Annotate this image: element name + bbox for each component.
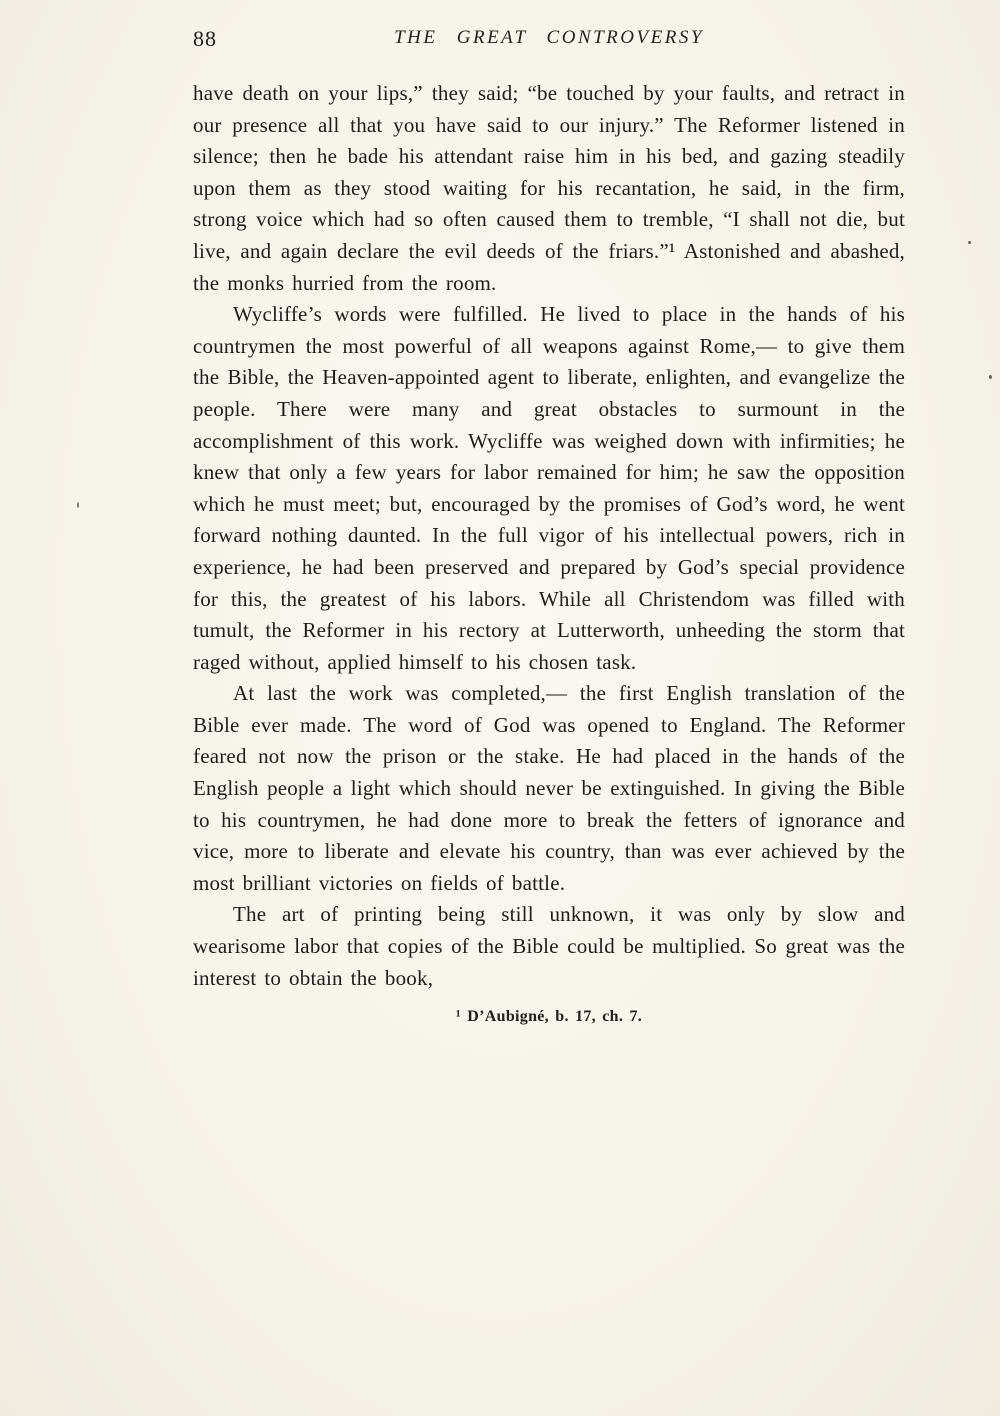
page-number: 88 [193,26,217,51]
paragraph: The art of printing being still unknown, it was only by slow and wearisome labor that copies of the Bible could be multiplied. So great was the interest to obtain the book, [193,902,905,990]
paragraph: Wycliffe’s words were fulfilled. He lived to place in the hands of his countrymen the most powerful of all weapons against Rome,— to give them the Bible, the Heaven-appointed agent to liberate, enlighten, and evangelize the people. There were many and great obstacles to surmount in the accomplishment of this work. Wycliffe was weighed down with infirmities; he knew that only a few years for labor remained for him; he saw the opposition which he must meet; but, encouraged by the promises of God’s word, he went forward nothing daunted. In the full vigor of his intellectual powers, rich in experience, he had been preserved and prepared by God’s special providence for this, the greatest of his labors. While all Christendom was filled with tumult, the Reformer in his rectory at Lutterworth, unheeding the storm that raged without, applied himself to his chosen task. [193,302,905,674]
running-title: THE GREAT CONTROVERSY [394,27,704,48]
scan-speck [989,375,992,379]
paragraph: At last the work was completed,— the first English translation of the Bible ever made. The word of God was opened to England. The Reformer feared not now the prison or the stake. He had placed in the hands of the English people a light which should never be extinguished. In giving the Bible to his countrymen, he had done more to break the fetters of ignorance and vice, more to liberate and elevate his country, than was ever achieved by the most brilliant victories on fields of battle. [193,681,905,895]
page-body [193,78,905,1033]
scan-speck [77,502,79,508]
page-header [193,24,905,58]
scan-speck [968,241,971,244]
footnote: ¹ D’Aubigné, b. 17, ch. 7. [455,1008,643,1026]
paragraph-continuation: have death on your lips,” they said; “be touched by your faults, and retract in our presence all that you have said to our injury.” The Reformer listened in silence; then he bade his attendant raise him in his bed, and gazing steadily upon them as they stood waiting for his recantation, he said, in the firm, strong voice which had so often caused them to tremble, “I shall not die, but live, and again declare the evil deeds of the friars.”¹ Astonished and abashed, the monks hurried from the room. [193,81,905,295]
